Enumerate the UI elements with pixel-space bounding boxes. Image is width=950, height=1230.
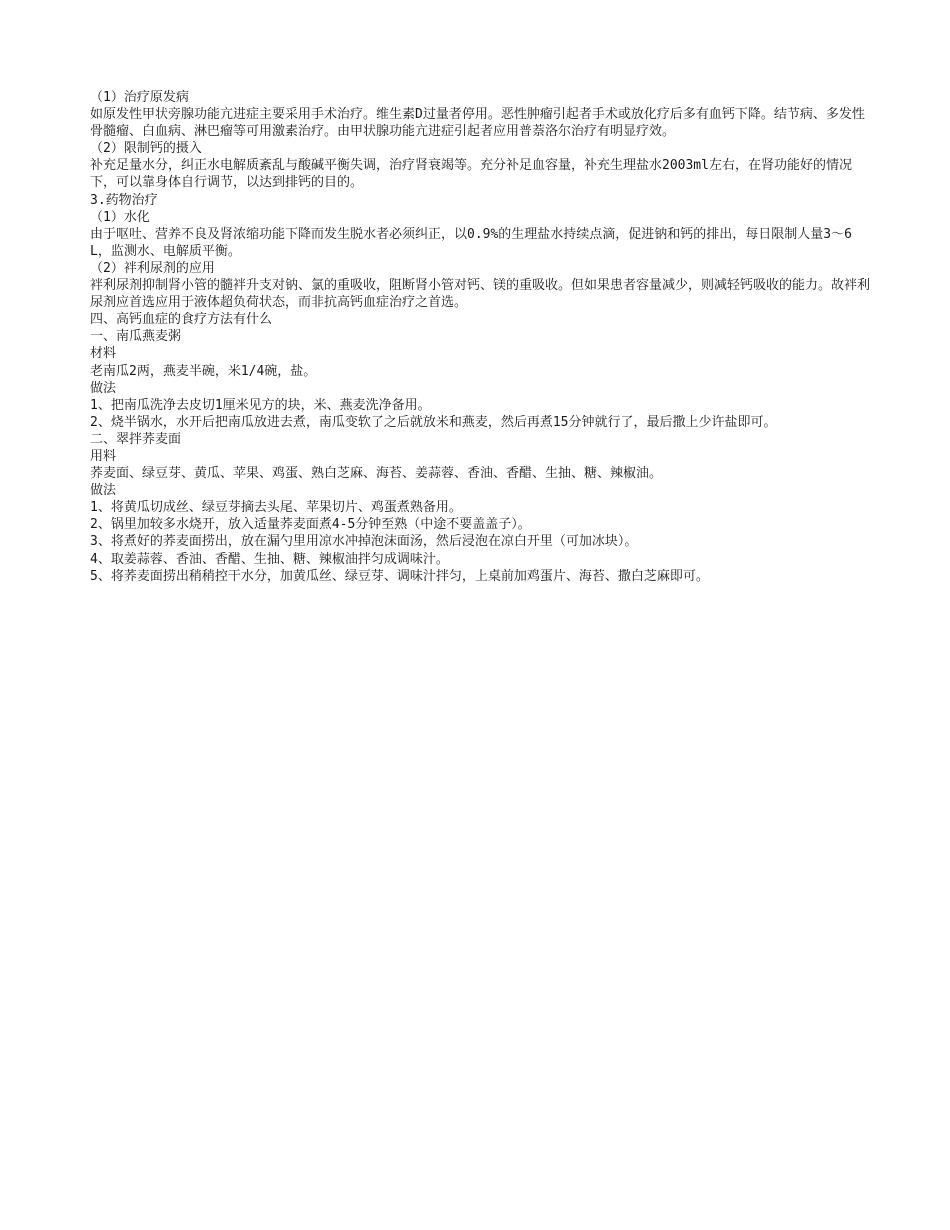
subheading-hydration: （1）水化 (90, 209, 150, 225)
ingredients-pumpkin-oat: 老南瓜2两，燕麦半碗，米1/4碗，盐。 (90, 363, 317, 379)
step-pumpkin-1: 1、把南瓜洗净去皮切1厘米见方的块，米、燕麦洗净备用。 (90, 397, 431, 413)
subheading-treat-primary: （1）治疗原发病 (90, 90, 189, 105)
step-pumpkin-2: 2、烧半锅水，水开后把南瓜放进去煮，南瓜变软了之后就放米和燕麦，然后再煮15分钟就行了，最后撒上少许盐即可。 (90, 414, 777, 430)
label-method: 做法 (90, 483, 117, 499)
label-method: 做法 (90, 380, 117, 396)
paragraph-hydration: 由于呕吐、营养不良及肾浓缩功能下降而发生脱水者必须纠正，以0.9%的生理盐水持续点滴，促进钠和钙的排出，每日限制人量3～6L，监测水、电解质平衡。 (90, 226, 852, 259)
step-buckwheat-3: 3、将煮好的荞麦面捞出，放在漏勺里用凉水冲掉泡沫面汤，然后浸泡在凉白开里（可加冰块）。 (90, 534, 638, 550)
paragraph-loop-diuretics: 袢利尿剂抑制肾小管的髓袢升支对钠、氯的重吸收，阻断肾小管对钙、镁的重吸收。但如果患者容量减少，则减轻钙吸收的能力。故袢利尿剂应首选应用于液体超负荷状态，而非抗高钙血症治疗之首选。 (90, 278, 871, 311)
paragraph-treat-primary: 如原发性甲状旁腺功能亢进症主要采用手术治疗。维生素D过量者停用。恶性肿瘤引起者手术或放化疗后多有血钙下降。结节病、多发性骨髓瘤、白血病、淋巴瘤等可用激素治疗。由甲状腺功能亢进症引起者应用普萘洛尔治疗有明显疗效。 (90, 107, 865, 140)
step-buckwheat-1: 1、将黄瓜切成丝、绿豆芽摘去头尾、苹果切片、鸡蛋煮熟备用。 (90, 500, 462, 516)
heading-drug-therapy: 3.药物治疗 (90, 192, 158, 208)
heading-recipe-pumpkin-oat: 一、南瓜燕麦粥 (90, 329, 182, 345)
label-ingredients: 材料 (90, 346, 117, 362)
subheading-loop-diuretics: （2）袢利尿剂的应用 (90, 260, 215, 276)
paragraph-limit-calcium: 补充足量水分，纠正水电解质紊乱与酸碱平衡失调，治疗肾衰竭等。充分补足血容量，补充生理盐水2003ml左右，在肾功能好的情况下，可以靠身体自行调节，以达到排钙的目的。 (90, 158, 852, 191)
step-buckwheat-5: 5、将荞麦面捞出稍稍控干水分，加黄瓜丝、绿豆芽、调味汁拌匀，上桌前加鸡蛋片、海苔、撒白芝麻即可。 (90, 568, 709, 584)
ingredients-buckwheat: 荞麦面、绿豆芽、黄瓜、苹果、鸡蛋、熟白芝麻、海苔、姜蒜蓉、香油、香醋、生抽、糖、辣椒油。 (90, 466, 663, 482)
step-buckwheat-4: 4、取姜蒜蓉、香油、香醋、生抽、糖、辣椒油拌匀成调味汁。 (90, 551, 449, 567)
label-ingredients: 用料 (90, 448, 117, 464)
step-buckwheat-2: 2、锅里加较多水烧开，放入适量荞麦面煮4-5分钟至熟（中途不要盖盖子）。 (90, 517, 531, 533)
heading-diet-therapy: 四、高钙血症的食疗方法有什么 (90, 312, 273, 328)
subheading-limit-calcium: （2）限制钙的摄入 (90, 141, 202, 157)
document-body (90, 89, 870, 585)
heading-recipe-buckwheat: 二、翠拌荞麦面 (90, 431, 182, 447)
